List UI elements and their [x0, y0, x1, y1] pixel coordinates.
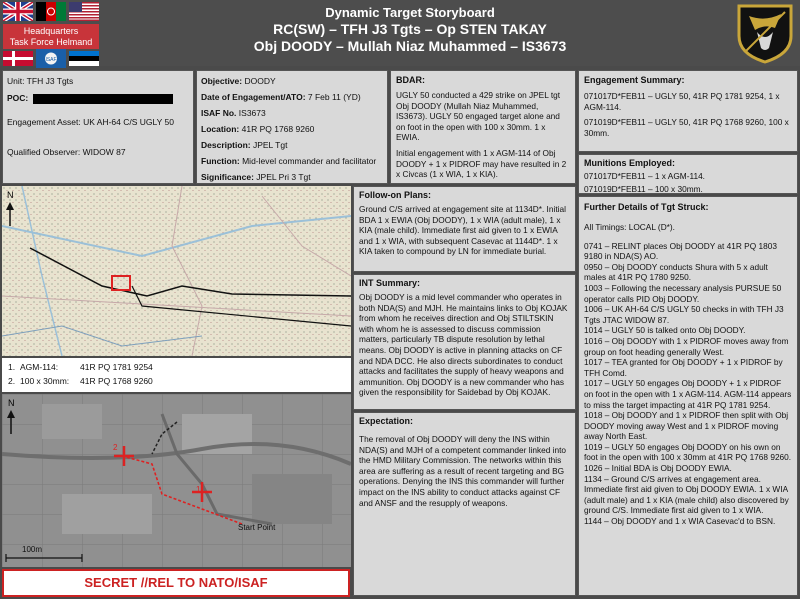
badge-line-2: Task Force Helmand	[9, 37, 93, 47]
function-field: Function: Mid-level commander and facilitator	[201, 156, 377, 166]
marker-2-label: 2	[113, 443, 118, 452]
legend-row	[8, 376, 153, 387]
detail-line: 1019 – UGLY 50 engages Obj DOODY on his own on foot in the open with 100 x 30mm at 41R PQ 1768 9260.	[584, 441, 792, 463]
legend-number: 1.	[8, 362, 16, 372]
imagery-view	[2, 394, 351, 567]
legend-label: AGM-114:	[20, 362, 59, 372]
description-field: Description: JPEL Tgt	[201, 140, 288, 150]
qualified-observer-field: Qualified Observer: WIDOW 87	[7, 147, 126, 157]
follow-on-heading: Follow-on Plans:	[359, 190, 431, 200]
title-block	[210, 5, 610, 55]
task-force-crest-icon	[735, 2, 795, 64]
detail-line: 1016 – Obj DOODY with 1 x PIDROF moves away from group on foot heading generally West.	[584, 335, 789, 357]
legend-number: 2.	[8, 376, 16, 386]
imagery-north-label: N	[8, 398, 15, 408]
bdar-heading: BDAR:	[396, 75, 425, 85]
map-north-label: N	[7, 190, 14, 200]
map-legend	[2, 358, 351, 392]
flags-block	[3, 2, 99, 64]
estonia-flag-icon	[69, 51, 99, 66]
legend-row	[8, 362, 153, 373]
follow-on-panel	[353, 186, 576, 272]
poc-label: POC:	[7, 93, 29, 103]
int-summary-text: Obj DOODY is a mid level commander who operates in both NDA(S) and MJH. He maintains links to Obj KOJAK from whom he receives direction and Obj STILTSKIN with whom he is assessed to discuss commission matters, particularly TB dispute resolution by lethal means. Obj DOODY is active in planning attacks on CF and NDA DCC. He also directs subordinates to conduct attacks and facilitates the supply of heavy weapons and ammunition. Obj DOODY is a new commander who has given the responsibility for Saidebad by Obj KOJAK.	[359, 292, 568, 398]
bdar-panel	[390, 70, 576, 184]
munitions-line-1: 071017D*FEB11 – 1 x AGM-114.	[584, 171, 705, 181]
unit-panel	[2, 70, 194, 184]
engagement-summary-panel	[578, 70, 798, 152]
details-panel	[578, 196, 798, 596]
location-field: Location: 41R PQ 1768 9260	[201, 124, 315, 134]
objective-field: Objective: DOODY	[201, 76, 276, 86]
marker-1-label: 1	[196, 485, 201, 494]
legend-label: 100 x 30mm:	[20, 376, 70, 386]
map-view	[2, 186, 351, 356]
detail-line: 1134 – Ground C/S arrives at engagement area. Immediate first aid given to Obj DOODY EWIA. 1 x WIA (adult male) and 1 x KIA (male child) also discovered by ground C/S. Immediate first aid given to 1 x WIA.	[584, 473, 789, 516]
detail-line: 0741 – RELINT places Obj DOODY at 41R PQ 1803 9180 in NDA(S) AO.	[584, 240, 777, 262]
follow-on-text: Ground C/S arrived at engagement site at 1134D*. Initial BDA 1 x EWIA (Obj DOODY), 1 x WIA (adult male), 1 x KIA (male child). Immediate first aid given to 1 x EWIA and 1 x WIA, with subsequent Casevac at 1144D*. 1 x KIA taken to compound by LN for immediate burial.	[359, 204, 566, 257]
munitions-panel	[578, 154, 798, 194]
detail-line: 1017 – TEA granted for Obj DOODY + 1 x PIDROF by TFH Comd.	[584, 357, 783, 378]
scale-label: 100m	[22, 545, 43, 554]
denmark-flag-icon	[3, 51, 33, 66]
unit-field: Unit: TFH J3 Tgts	[7, 76, 74, 86]
details-list	[584, 241, 792, 527]
us-flag-icon	[69, 2, 99, 21]
munitions-heading: Munitions Employed:	[584, 158, 675, 168]
expectation-heading: Expectation:	[359, 416, 414, 426]
details-timings: All Timings: LOCAL (D*).	[584, 222, 675, 232]
operation-line: RC(SW) – TFH J3 Tgts – Op STEN TAKAY	[273, 21, 547, 37]
engagement-summary-heading: Engagement Summary:	[584, 75, 685, 85]
redaction-bar	[33, 94, 173, 104]
munitions-line-2: 071019D*FEB11 – 100 x 30mm.	[584, 183, 703, 194]
engagement-asset-field: Engagement Asset: UK AH-64 C/S UGLY 50	[7, 117, 174, 127]
bdar-text-2: Initial engagement with 1 x AGM-114 of Obj DOODY + 1 x PIDROF may have resulted in 2 x Civcas (1 x WIA, 1 x KIA).	[396, 147, 567, 180]
details-heading: Further Details of Tgt Struck:	[584, 202, 709, 212]
engagement-line-1: 071017D*FEB11 – UGLY 50, 41R PQ 1781 9254, 1 x AGM-114.	[584, 91, 780, 112]
page-title: Dynamic Target Storyboard	[325, 5, 495, 20]
int-summary-panel	[353, 274, 576, 410]
badge-line-1: Headquarters	[23, 26, 79, 36]
task-force-badge	[3, 24, 99, 49]
detail-line: 1026 – Initial BDA is Obj DOODY EWIA.	[584, 463, 732, 474]
objective-line: Obj DOODY – Mullah Niaz Muhammed – IS3673	[253, 38, 567, 54]
engagement-line-2: 071019D*FEB11 – UGLY 50, 41R PQ 1768 9260, 100 x 30mm.	[584, 117, 789, 138]
classification-banner: SECRET //REL TO NATO/ISAF	[2, 569, 350, 597]
detail-line: 1144 – Obj DOODY and 1 x WIA Casevac'd to BSN.	[584, 516, 776, 527]
detail-line: 1017 – UGLY 50 engages Obj DOODY + 1 x PIDROF on foot in the open with 1 x AGM-114. AGM-114 appears to miss the target impacting at 41R PQ 1781 9254.	[584, 378, 792, 410]
start-point-label: Start Point	[238, 523, 276, 532]
detail-line: 0950 – Obj DOODY conducts Shura with 5 x adult males at 41R PQ 1780 9250.	[584, 261, 768, 283]
expectation-text: The removal of Obj DOODY will deny the INS within NDA(S) and MJH of a competent commander linked into the HMD Military Commission. The networks within this area are suffering as a result of recent targeting and BG operations. Denying the INS this commander will further impact on the INS ability to conduct attacks against CF and ANSF and the resupply of weapons.	[359, 434, 567, 508]
uk-flag-icon	[3, 2, 33, 21]
expectation-panel	[353, 412, 576, 596]
storyboard-header	[0, 0, 800, 66]
detail-line: 1003 – Following the necessary analysis PURSUE 50 operator calls PID Obj DOODY.	[584, 282, 782, 304]
imagery-graphic	[2, 394, 351, 567]
afghanistan-flag-icon	[36, 2, 66, 21]
date-field: Date of Engagement/ATO: 7 Feb 11 (YD)	[201, 92, 361, 102]
legend-value: 41R PQ 1781 9254	[80, 362, 153, 372]
poc-field	[7, 93, 173, 104]
int-summary-heading: INT Summary:	[359, 278, 421, 288]
objective-panel	[196, 70, 388, 184]
detail-line: 1018 – Obj DOODY and 1 x PIDROF then split with Obj DOODY moving away West and 1 x PIDROF moving away North East.	[584, 410, 789, 442]
map-graphic	[2, 186, 351, 356]
detail-line: 1006 – UK AH-64 C/S UGLY 50 checks in with TFH J3 Tgts JTAC WIDOW 87.	[584, 304, 784, 325]
isaf-emblem-icon	[36, 49, 66, 68]
bdar-text-1: UGLY 50 conducted a 429 strike on JPEL tgt Obj DOODY (Mullah Niaz Muhammed, IS3673). UGLY 50 engaged target alone and on foot in the open with 100 x 30mm. 1 x EWIA.	[396, 90, 561, 143]
svg-text:ISAF: ISAF	[45, 57, 57, 63]
legend-value: 41R PQ 1768 9260	[80, 376, 153, 386]
detail-line: 1014 – UGLY 50 is talked onto Obj DOODY.	[584, 325, 746, 336]
significance-field: Significance: JPEL Pri 3 Tgt	[201, 172, 311, 182]
isaf-field: ISAF No. IS3673	[201, 108, 266, 118]
